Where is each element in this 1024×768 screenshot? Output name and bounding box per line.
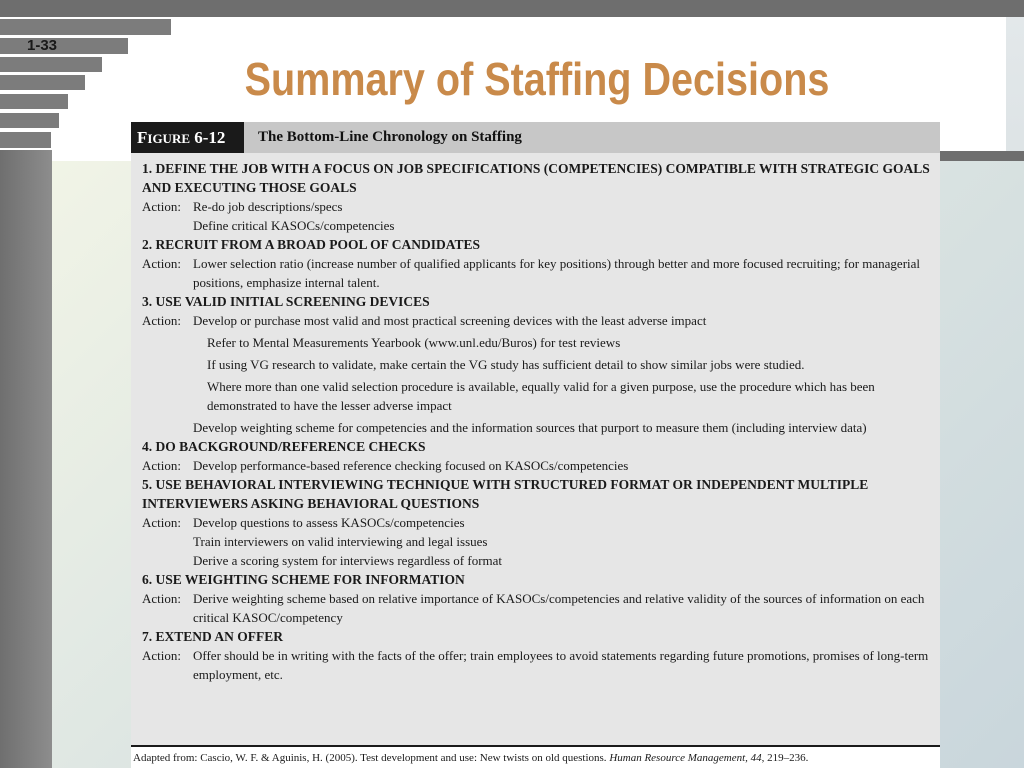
section-heading: 1. DEFINE THE JOB WITH A FOCUS ON JOB SPECIFICATIONS (COMPETENCIES) COMPATIBLE WITH STRATEGIC GOALS AND EXECUTING THOSE GOALS [142,161,930,195]
decor-stripe [0,75,85,90]
section-heading: 6. USE WEIGHTING SCHEME FOR INFORMATION [142,572,465,587]
action-label: Action: [142,458,181,473]
slide-title: Summary of Staffing Decisions [244,53,830,105]
action-label: Action: [142,313,181,328]
section-6 [142,570,932,627]
section-4 [142,437,932,475]
section-1 [142,159,932,235]
decor-stripe [0,94,68,109]
figure-title: The Bottom-Line Chronology on Staffing [258,129,522,145]
figure-rule [131,745,940,747]
action-item: Define critical KASOCs/competencies [193,218,395,233]
action-block [142,513,932,570]
section-heading: 7. EXTEND AN OFFER [142,629,284,644]
action-item: Train interviewers on valid interviewing and legal issues [193,534,488,549]
action-block [142,646,932,684]
sub-item: Where more than one valid selection procedure is available, equally valid for a given purpose, use the procedure which has been demonstrated to have the lesser adverse impact [207,379,875,413]
footnote-journal: Human Resource Management, 44, [609,752,765,764]
action-item: Re-do job descriptions/specs [193,199,343,214]
action-item: Lower selection ratio (increase number of qualified applicants for key positions) through better and more focused recruiting; for managerial positions, emphasize internal talent. [193,256,921,290]
action-block [142,197,932,235]
figure-label-number: 6-12 [194,128,226,147]
action-item: Develop questions to assess KASOCs/competencies [193,515,465,530]
action-item: Offer should be in writing with the facts of the offer; train employees to avoid statements regarding future promotions, promises of long-term employment, etc. [193,648,929,682]
left-panel [0,150,52,768]
decor-stripe [0,113,59,128]
slide-number: 1-33 [27,37,58,54]
action-list [193,254,932,292]
figure-label-cap: F [137,128,148,147]
action-list [193,456,932,475]
section-2 [142,235,932,292]
top-bar [0,0,1024,17]
figure-label-small: IGURE [147,131,191,146]
action-block [142,311,932,437]
action-block [142,456,932,475]
sub-item: Refer to Mental Measurements Yearbook (www.unl.edu/Buros) for test reviews [207,335,621,350]
action-item: Develop weighting scheme for competencies and the information sources that purport to measure them (including interview data) [193,420,867,435]
figure-label [131,122,244,153]
action-label: Action: [142,515,181,530]
action-item: Derive a scoring system for interviews regardless of format [193,553,503,568]
action-item: Develop or purchase most valid and most practical screening devices with the least adverse impact [193,313,707,328]
footnote-text: Adapted from: Cascio, W. F. & Aguinis, H. (2005). Test development and use: New twists on old questions. [133,752,610,764]
sub-item: If using VG research to validate, make certain the VG study has sufficient detail to show similar jobs were studied. [207,357,805,372]
section-5 [142,475,932,570]
figure-header [131,122,940,153]
footnote-pages: 219–236. [764,752,809,764]
figure-content [142,159,932,684]
action-label: Action: [142,591,181,606]
action-item: Develop performance-based reference checking focused on KASOCs/competencies [193,458,629,473]
section-heading: 2. RECRUIT FROM A BROAD POOL OF CANDIDATES [142,237,481,252]
action-label: Action: [142,648,181,663]
action-block [142,589,932,627]
action-list [193,513,932,570]
action-label: Action: [142,199,181,214]
section-3 [142,292,932,437]
figure-body [131,153,940,745]
action-block [142,254,932,292]
decor-stripe [0,132,51,148]
action-label: Action: [142,256,181,271]
section-heading: 5. USE BEHAVIORAL INTERVIEWING TECHNIQUE WITH STRUCTURED FORMAT OR INDEPENDENT MULTIPLE INTERVIEWERS ASKING BEHAVIORAL QUESTIONS [142,477,869,511]
figure-footnote [133,752,808,764]
section-7 [142,627,932,684]
action-list [193,589,932,627]
section-heading: 3. USE VALID INITIAL SCREENING DEVICES [142,294,430,309]
action-list [193,197,932,235]
figure [131,122,940,768]
action-item: Derive weighting scheme based on relative importance of KASOCs/competencies and relative validity of the sources of information on each critical KASOC/competency [193,591,925,625]
section-heading: 4. DO BACKGROUND/REFERENCE CHECKS [142,439,426,454]
right-bar [940,151,1024,161]
action-list [193,646,932,684]
decor-stripe [0,19,171,35]
action-list [193,311,932,437]
